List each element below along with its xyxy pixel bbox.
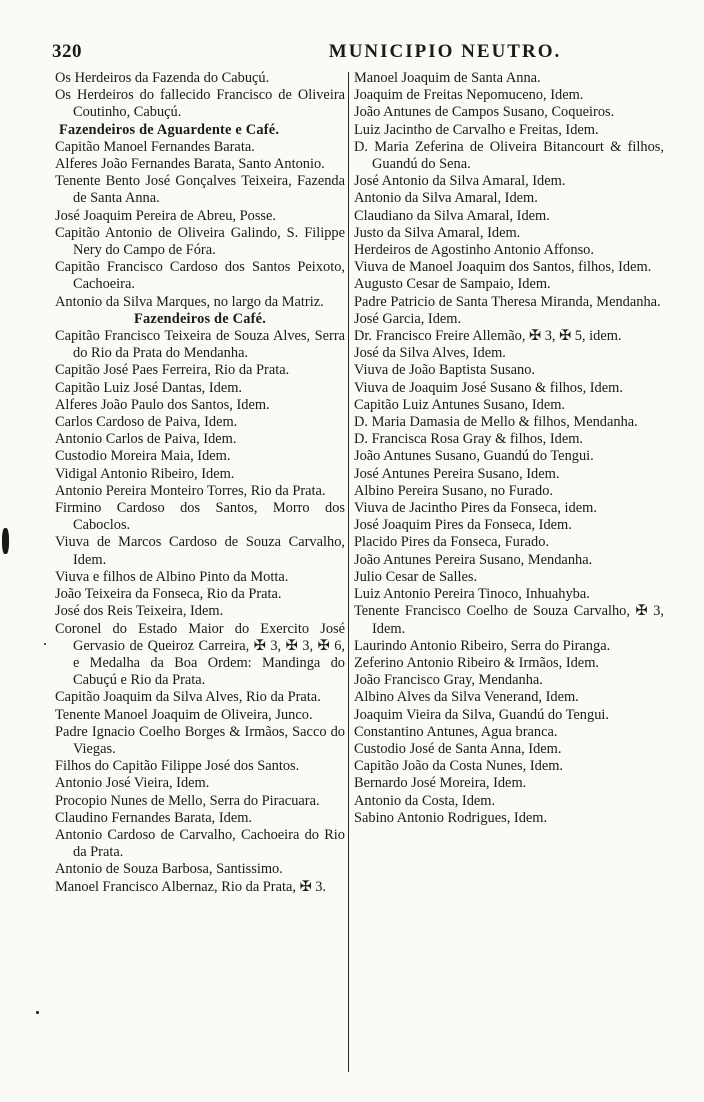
directory-entry: Vidigal Antonio Ribeiro, Idem. (55, 465, 235, 482)
page-header (52, 41, 668, 69)
directory-entry: José Garcia, Idem. (354, 310, 462, 327)
directory-entry: Viuva e filhos de Albino Pinto da Motta. (55, 568, 289, 585)
right-column (354, 70, 664, 827)
left-column (55, 70, 345, 896)
directory-entry: Claudino Fernandes Barata, Idem. (55, 809, 253, 826)
directory-entry: Capitão João da Costa Nunes, Idem. (354, 758, 564, 775)
directory-entry: Antonio Cardoso de Carvalho, Cachoeira do Rio da Prata. (55, 826, 345, 861)
directory-entry: João Antunes Susano, Guandú do Tengui. (354, 448, 594, 465)
directory-entry: Viuva de Joaquim José Susano & filhos, Idem. (354, 379, 623, 396)
directory-entry: Augusto Cesar de Sampaio, Idem. (354, 276, 551, 293)
directory-entry: Capitão Luiz José Dantas, Idem. (55, 379, 243, 396)
directory-entry: Bernardo José Moreira, Idem. (354, 775, 527, 792)
directory-entry: Tenente Manoel Joaquim de Oliveira, Junco. (55, 706, 313, 723)
directory-entry: Antonio da Silva Marques, no largo da Matriz. (55, 293, 324, 310)
directory-entry: Albino Alves da Silva Venerand, Idem. (354, 689, 579, 706)
directory-entry: Luiz Jacintho de Carvalho e Freitas, Idem. (354, 121, 599, 138)
directory-entry: Antonio de Souza Barbosa, Santissimo. (55, 861, 283, 878)
directory-entry: Capitão José Paes Ferreira, Rio da Prata. (55, 362, 290, 379)
directory-entry: José Antonio da Silva Amaral, Idem. (354, 173, 566, 190)
directory-entry: Carlos Cardoso de Paiva, Idem. (55, 414, 238, 431)
directory-entry: Dr. Francisco Freire Allemão, ✠ 3, ✠ 5, idem. (354, 328, 622, 345)
directory-entry: Os Herdeiros da Fazenda do Cabuçú. (55, 70, 270, 86)
directory-entry: Capitão Luiz Antunes Susano, Idem. (354, 396, 566, 413)
directory-entry: José Joaquim Pereira de Abreu, Posse. (55, 207, 277, 224)
directory-entry: Alferes João Fernandes Barata, Santo Antonio. (55, 156, 325, 173)
directory-entry: Antonio Carlos de Paiva, Idem. (55, 431, 237, 448)
directory-entry: Antonio Pereira Monteiro Torres, Rio da Prata. (55, 482, 326, 499)
directory-entry: Zeferino Antonio Ribeiro & Irmãos, Idem. (354, 654, 599, 671)
directory-entry: João Antunes de Campos Susano, Coqueiros. (354, 104, 615, 121)
directory-entry: Joaquim de Freitas Nepomuceno, Idem. (354, 87, 584, 104)
directory-entry: Viuva de Jacintho Pires da Fonseca, idem. (354, 500, 597, 517)
ink-speck (44, 643, 46, 645)
directory-entry: D. Francisca Rosa Gray & filhos, Idem. (354, 431, 583, 448)
directory-entry: D. Maria Damasia de Mello & filhos, Mendanha. (354, 414, 638, 431)
directory-entry: Tenente Francisco Coelho de Souza Carvalho, ✠ 3, Idem. (354, 603, 664, 637)
ink-speck (36, 1011, 39, 1014)
directory-entry: Claudiano da Silva Amaral, Idem. (354, 207, 550, 224)
directory-entry: Tenente Bento José Gonçalves Teixeira, Fazenda de Santa Anna. (55, 173, 345, 207)
directory-entry: Joaquim Vieira da Silva, Guandú do Tengui. (354, 706, 609, 723)
section-heading: Fazendeiros de Aguardente e Café. (59, 121, 280, 138)
directory-entry: Viuva de Marcos Cardoso de Souza Carvalho, Idem. (55, 534, 345, 568)
ink-speck (2, 528, 9, 554)
directory-entry: João Antunes Pereira Susano, Mendanha. (354, 551, 593, 568)
directory-entry: Antonio José Vieira, Idem. (55, 775, 210, 792)
directory-entry: Placido Pires da Fonseca, Furado. (354, 534, 550, 551)
directory-entry: Viuva de João Baptista Susano. (354, 362, 535, 379)
directory-entry: João Teixeira da Fonseca, Rio da Prata. (55, 586, 282, 603)
directory-entry: João Francisco Gray, Mendanha. (354, 672, 543, 689)
section-heading: Fazendeiros de Café. (133, 310, 267, 327)
directory-entry: Albino Pereira Susano, no Furado. (354, 482, 554, 499)
directory-entry: Herdeiros de Agostinho Antonio Affonso. (354, 242, 594, 259)
directory-entry: Capitão Manoel Fernandes Barata. (55, 138, 255, 155)
page-number: 320 (52, 41, 82, 62)
directory-entry: Antonio da Costa, Idem. (354, 792, 496, 809)
directory-entry: Padre Ignacio Coelho Borges & Irmãos, Sacco do Viegas. (55, 723, 345, 757)
directory-entry: Custodio José de Santa Anna, Idem. (354, 740, 562, 757)
directory-entry: Julio Cesar de Salles. (354, 568, 478, 585)
directory-entry: Manoel Francisco Albernaz, Rio da Prata, ✠ 3. (55, 878, 327, 895)
directory-entry: Capitão Joaquim da Silva Alves, Rio da Prata. (55, 689, 321, 706)
directory-entry: Manoel Joaquim de Santa Anna. (354, 70, 541, 86)
directory-entry: Laurindo Antonio Ribeiro, Serra do Piranga. (354, 637, 611, 654)
directory-entry: José Antunes Pereira Susano, Idem. (354, 465, 560, 482)
directory-entry: José Joaquim Pires da Fonseca, Idem. (354, 517, 572, 534)
column-divider (348, 72, 349, 1072)
directory-entry: Sabino Antonio Rodrigues, Idem. (354, 809, 548, 826)
directory-entry: Capitão Francisco Teixeira de Souza Alves, Serra do Rio da Prata do Mendanha. (55, 328, 345, 362)
directory-entry: Padre Patricio de Santa Theresa Miranda, Mendanha. (354, 293, 661, 310)
directory-entry: Viuva de Manoel Joaquim dos Santos, filhos, Idem. (354, 259, 652, 276)
directory-entry: Procopio Nunes de Mello, Serra do Piracuara. (55, 792, 320, 809)
directory-entry: Justo da Silva Amaral, Idem. (354, 224, 521, 241)
directory-entry: Capitão Francisco Cardoso dos Santos Peixoto, Cachoeira. (55, 259, 345, 293)
running-title: MUNICIPIO NEUTRO. (328, 41, 562, 62)
directory-entry: D. Maria Zeferina de Oliveira Bitancourt & filhos, Guandú do Sena. (354, 138, 664, 173)
directory-entry: Custodio Moreira Maia, Idem. (55, 448, 231, 465)
directory-entry: Luiz Antonio Pereira Tinoco, Inhuahyba. (354, 586, 590, 603)
directory-entry: Capitão Antonio de Oliveira Galindo, S. Filippe Nery do Campo de Fóra. (55, 224, 345, 259)
directory-entry: Constantino Antunes, Agua branca. (354, 723, 558, 740)
directory-entry: Os Herdeiros do fallecido Francisco de Oliveira Coutinho, Cabuçú. (55, 87, 345, 121)
directory-entry: Antonio da Silva Amaral, Idem. (354, 190, 538, 207)
directory-entry: Firmino Cardoso dos Santos, Morro dos Caboclos. (55, 500, 345, 534)
directory-entry: Alferes João Paulo dos Santos, Idem. (55, 396, 270, 413)
directory-entry: Coronel do Estado Maior do Exercito José Gervasio de Queiroz Carreira, ✠ 3, ✠ 3, ✠ 6, e Medalha da Boa Ordem: Mandinga do Cabuçú e Rio da Prata. (55, 620, 345, 689)
directory-entry: Filhos do Capitão Filippe José dos Santos. (55, 758, 300, 775)
directory-entry: José dos Reis Teixeira, Idem. (55, 603, 224, 620)
directory-entry: José da Silva Alves, Idem. (354, 345, 506, 362)
